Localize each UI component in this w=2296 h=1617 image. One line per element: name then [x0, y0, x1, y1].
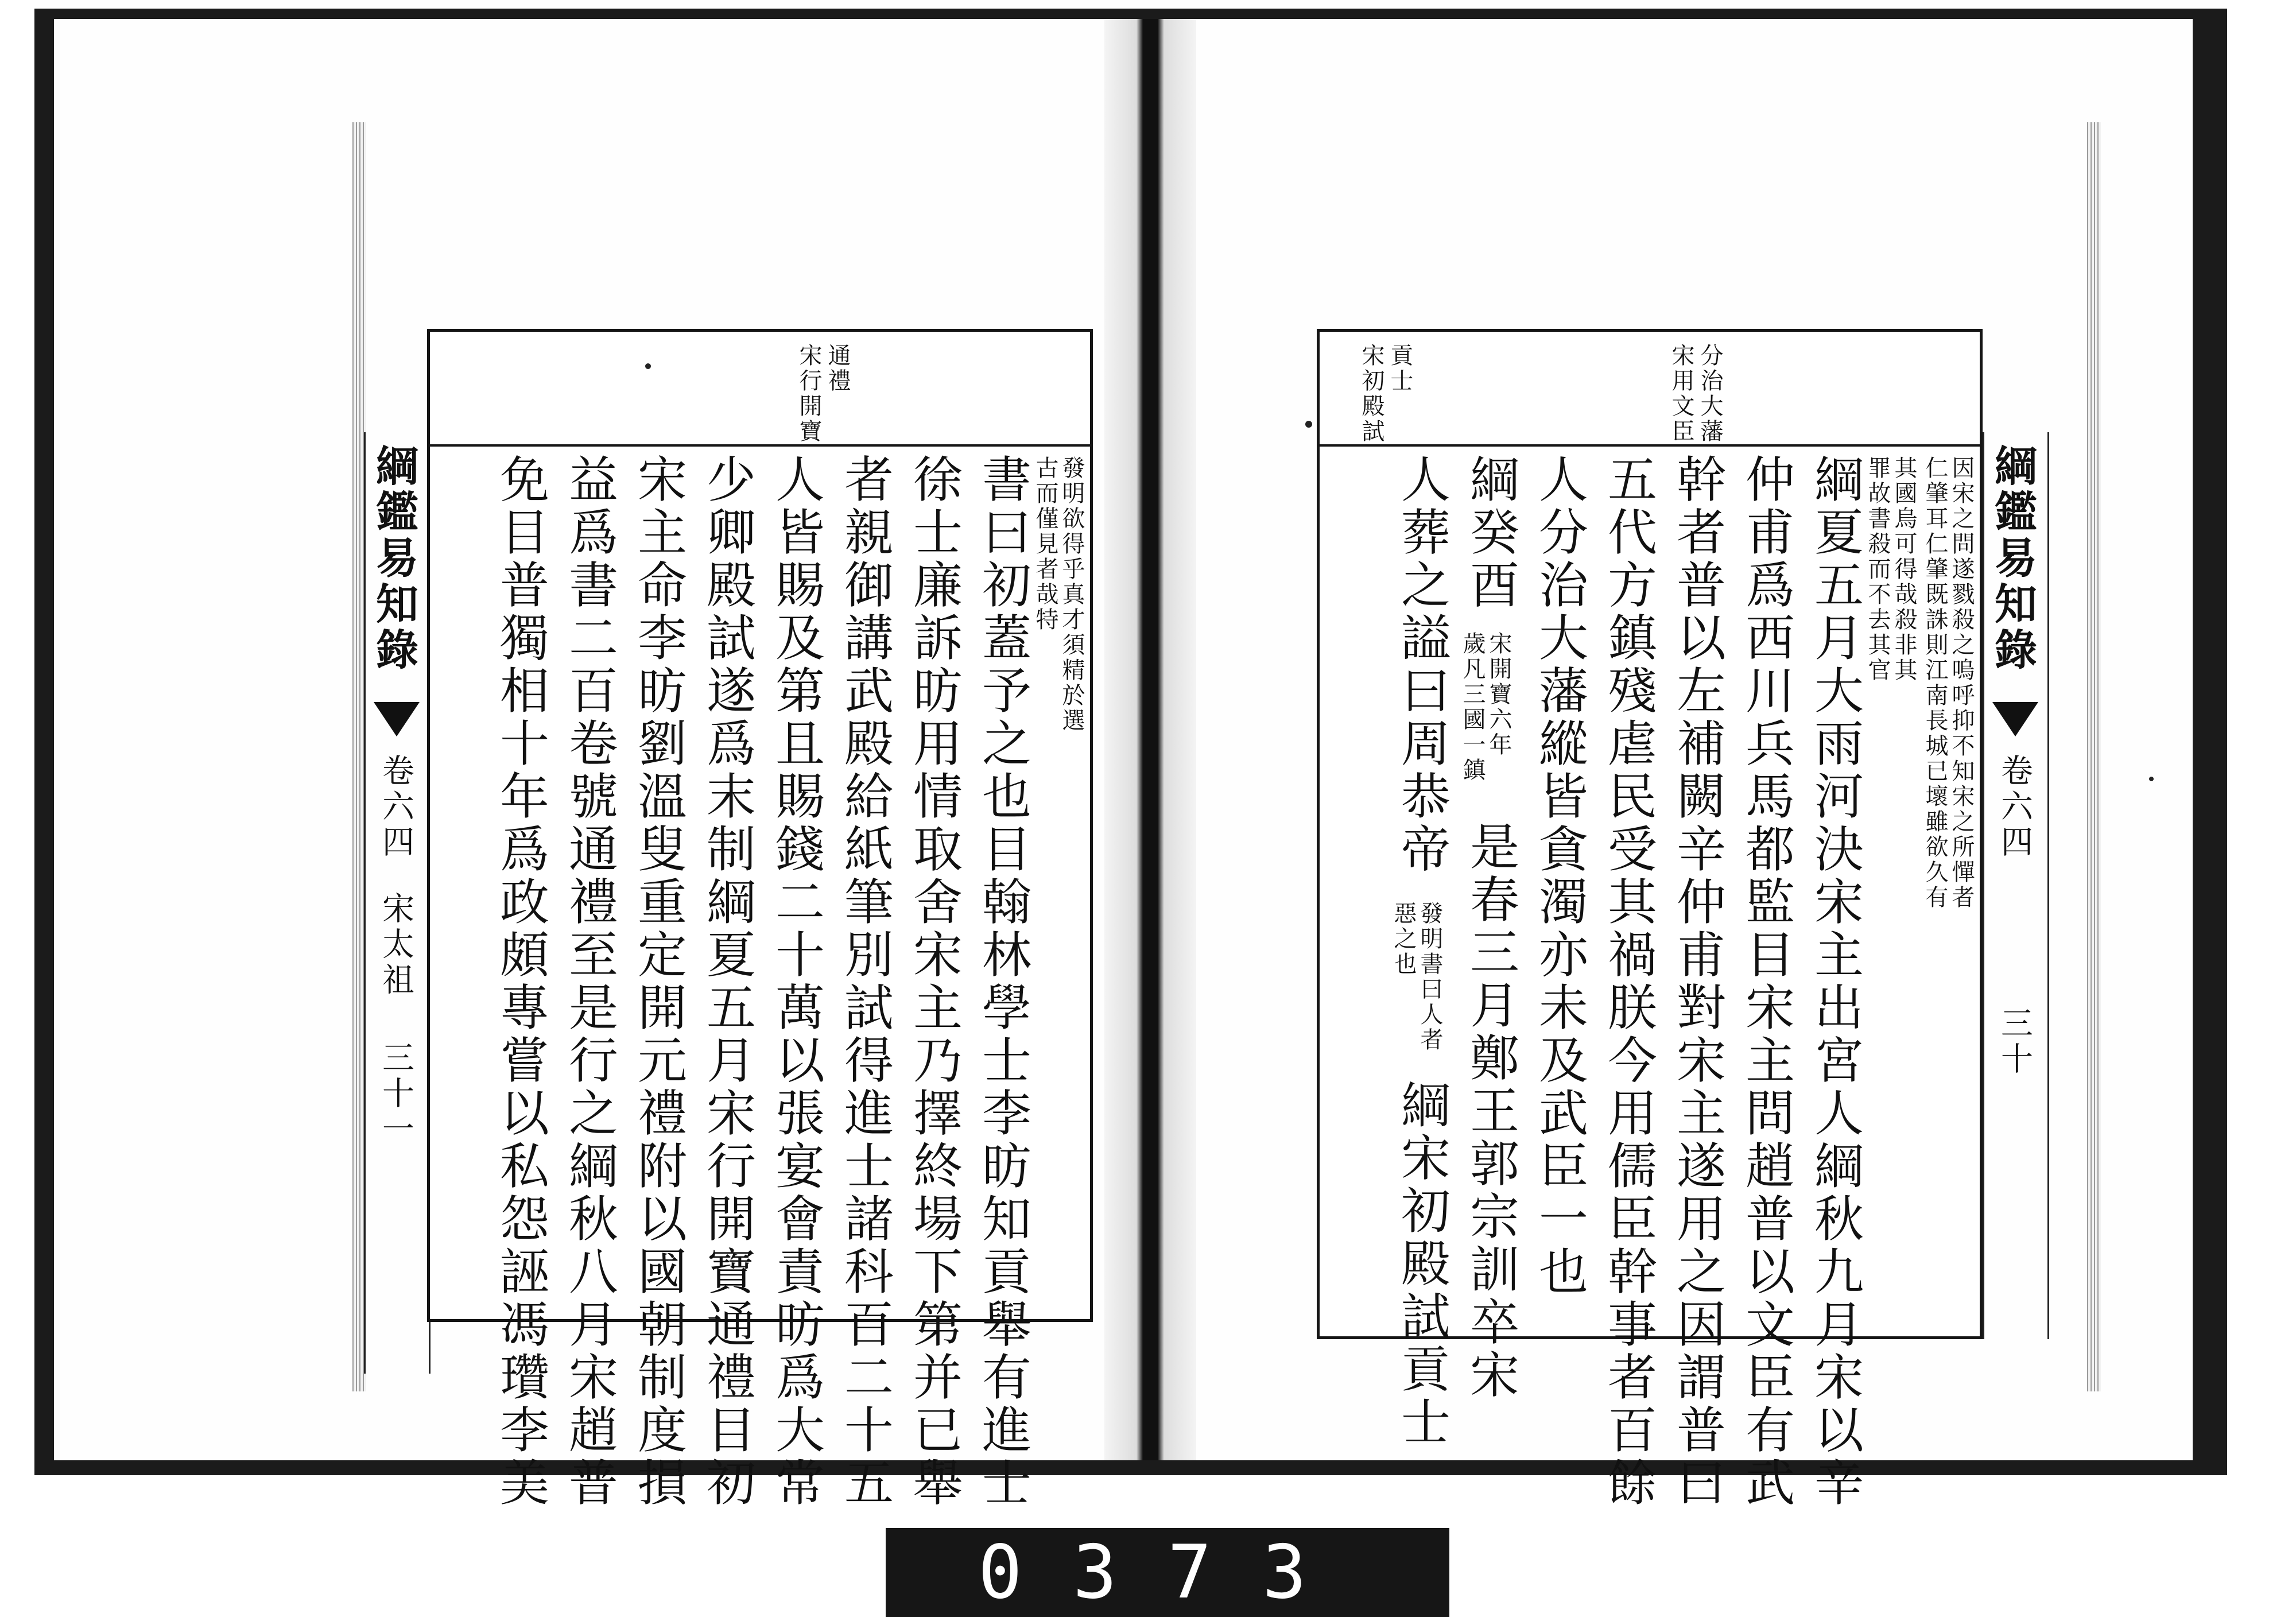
left-margin-strip: [364, 432, 430, 1374]
right-text-block: [1317, 329, 1983, 1510]
headnote-band: [1320, 332, 1980, 447]
text-segment: 綱癸酉: [1461, 453, 1519, 612]
left-text-block: [427, 329, 1093, 1510]
right-page: [1196, 19, 2193, 1510]
headnote-line: 宋行開寶: [796, 343, 822, 444]
volume-label: 卷六四: [377, 754, 414, 860]
text-segment: 人葬之謚曰周恭帝: [1393, 453, 1450, 876]
right-margin-strip: [1983, 432, 2049, 1339]
book-title: 綱鑑易知錄: [1988, 444, 2037, 673]
text-column: 免目普獨相十年爲政頗專嘗以私怨誣馮瓚李美: [491, 453, 549, 1510]
text-column: 者親御講武殿給紙筆別試得進士諸科百二十五: [836, 453, 893, 1510]
left-page: [54, 19, 1104, 1510]
text-segment: 綱宋初殿試貢士: [1393, 1079, 1450, 1449]
frame-number-label: 0373: [886, 1528, 1449, 1617]
inline-note: [1461, 631, 1510, 783]
text-column: 徐士廉訴昉用情取舍宋主乃擇終場下第并已舉: [905, 453, 962, 1510]
left-body: [430, 447, 1090, 1510]
text-column: 仲甫爲西川兵馬都監目宋主問趙普以文臣有武: [1737, 453, 1794, 1510]
fishtail-mark: [374, 702, 420, 736]
commentary-line: 其國烏可得哉殺非其: [1891, 456, 1917, 683]
headnote-line: 分治大藩: [1697, 343, 1723, 444]
scan-speck: [1305, 421, 1312, 428]
book-title: 綱鑑易知錄: [369, 444, 418, 673]
headnote-line: 貢士: [1387, 343, 1413, 394]
text-segment: 是春三月鄭王郭宗訓卒宋: [1461, 821, 1519, 1402]
text-column: 綱夏五月大雨河決宋主出宮人綱秋九月宋以辛: [1806, 453, 1863, 1510]
text-column: 幹者普以左補闕辛仲甫對宋主遂用之因謂普曰: [1668, 453, 1725, 1510]
fishtail-mark: [1992, 702, 2038, 736]
reign-label: 宋太祖: [377, 891, 414, 998]
text-column: 益爲書二百卷號通禮至是行之綱秋八月宋趙普: [560, 453, 618, 1510]
commentary-line: 古而僅見者哉特: [1032, 456, 1058, 633]
folio-number: 三十: [1996, 1006, 2033, 1077]
folio-number: 三十一: [377, 1041, 414, 1147]
note-line: 發明書曰人者: [1417, 901, 1443, 1053]
commentary-line: 因宋之問遂戮殺之嗚呼抑不知宋之所憚者: [1948, 456, 1975, 910]
text-column: 五代方鎮殘虐民受其禍朕今用儒臣幹事者百餘: [1599, 453, 1657, 1510]
scan-speck: [2149, 777, 2154, 781]
commentary-block: [1866, 456, 1915, 683]
note-line: 宋開寶六年: [1486, 631, 1512, 758]
commentary-block: [1034, 456, 1083, 734]
headnote-line: 宋用文臣: [1668, 343, 1694, 444]
book-gutter: [1104, 19, 1196, 1460]
commentary-block: [1923, 456, 1973, 910]
page-edge: [2087, 122, 2101, 1391]
headnote-band: [430, 332, 1090, 447]
text-column: 人皆賜及第且賜錢二十萬以張宴會責昉爲大常: [767, 453, 824, 1510]
commentary-line: 罪故書殺而不去其官: [1864, 456, 1891, 683]
headnote-line: 宋初殿試: [1358, 343, 1384, 444]
volume-label: 卷六四: [1996, 754, 2033, 860]
text-column: 少卿殿試遂爲末制綱夏五月宋行開寶通禮目初: [698, 453, 755, 1510]
right-body: [1320, 447, 1980, 1510]
note-line: 歲凡三國一鎮: [1459, 631, 1486, 783]
scan-speck: [645, 363, 651, 369]
text-column: 宋主命李昉劉溫叟重定開元禮附以國朝制度損: [629, 453, 687, 1510]
book-spread: [34, 9, 2227, 1510]
headnote-line: 通禮: [824, 343, 851, 394]
commentary-line: 仁肇耳仁肇既誅則江南長城已壞雖欲久有: [1922, 456, 1948, 910]
commentary-line: 發明欲得乎真才須精於選: [1058, 456, 1085, 734]
text-column: 人分治大藩縱皆貪濁亦未及武臣一也: [1530, 453, 1588, 1298]
inline-note: [1392, 901, 1441, 1053]
note-line: 惡之也: [1390, 901, 1417, 977]
text-column: 書曰初蓋予之也目翰林學士李昉知貢舉有進士: [974, 453, 1031, 1510]
